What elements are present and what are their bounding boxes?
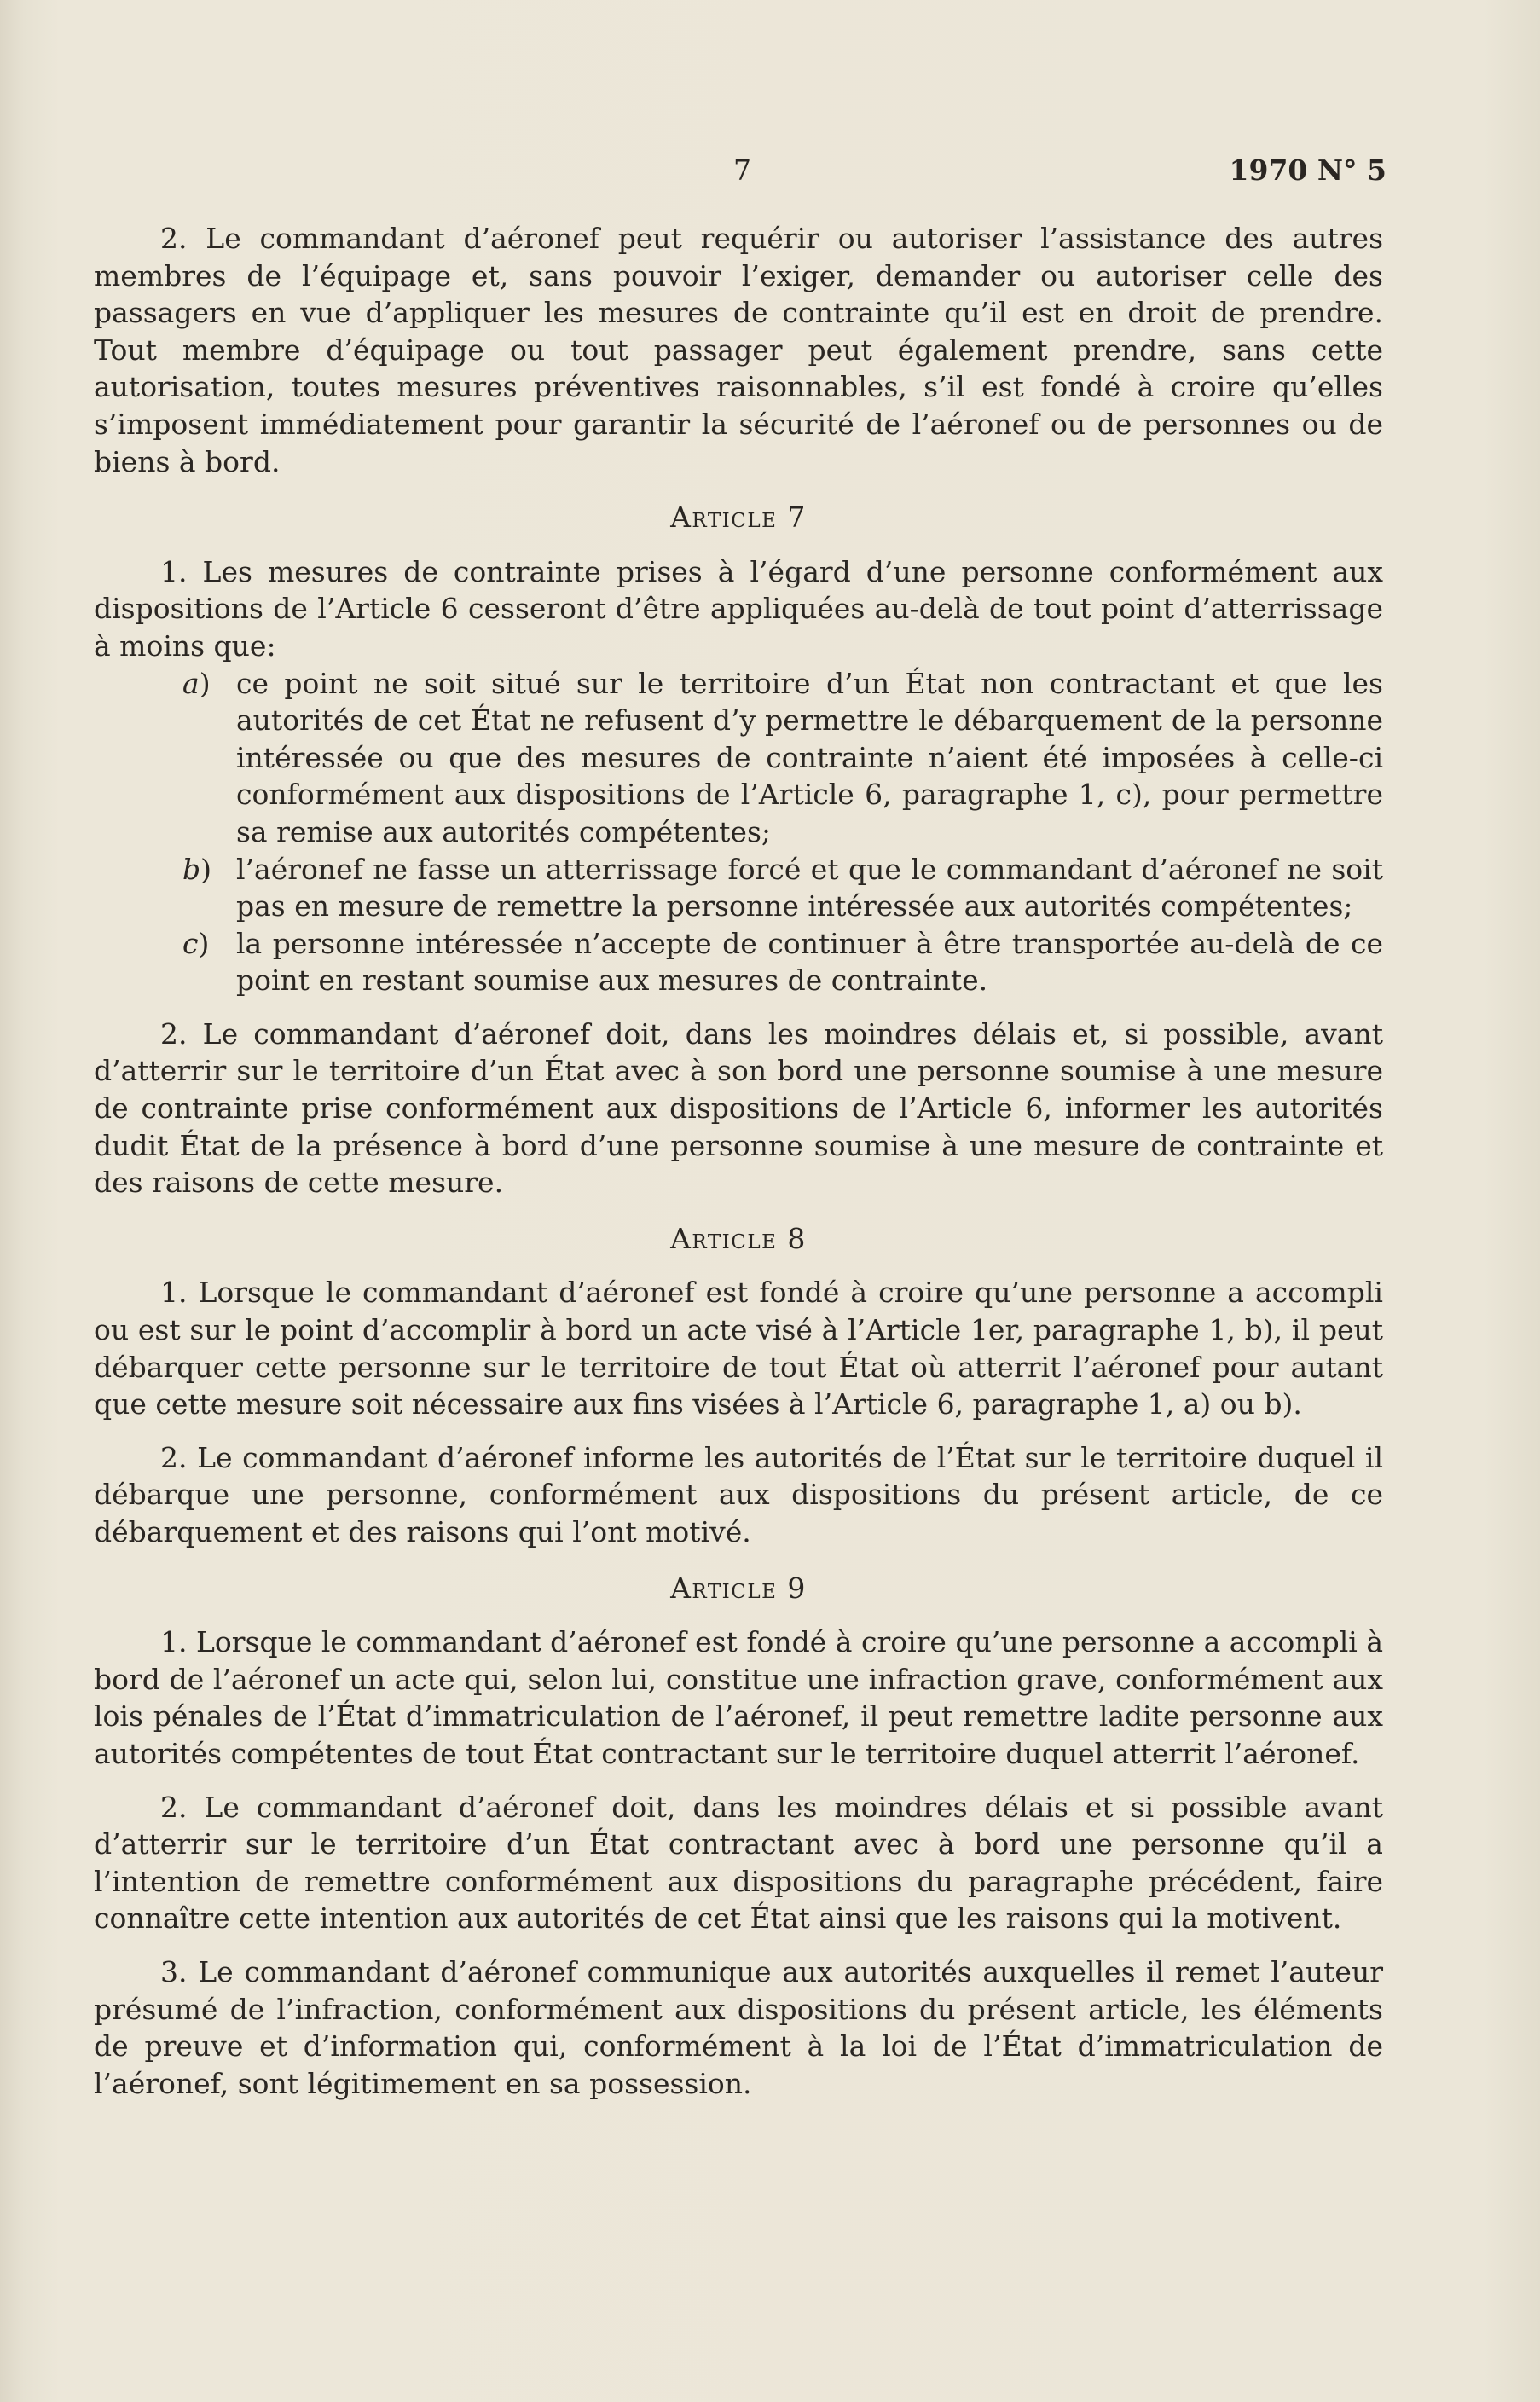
item-label: b (182, 852, 201, 886)
document-body (94, 220, 1383, 2102)
article7-paragraph-1: 1. Les mesures de contrainte prises à l’égard d’une personne conformément aux dispositions de l’Article 6 cesseront d’être appliquées au-delà de tout point d’atterrissage à moins que: (94, 554, 1383, 663)
article7-paragraph-2: 2. Le commandant d’aéronef doit, dans les moindres délais et, si possible, avant d’atterrir sur le territoire d’un État avec à son bord une personne soumise à une mesure de contrainte prise conformément aux dispositions de l’Article 6, informer les autorités dudit État de la présence à bord d’une personne soumise à une mesure de contrainte et des raisons de cette mesure. (94, 1016, 1383, 1200)
article6-paragraph-2: 2. Le commandant d’aéronef peut requérir ou autoriser l’assistance des autres membres de l’équipage et, sans pouvoir l’exiger, demander ou autoriser celle des passagers en vue d’appliquer les mesures de contrainte qu’il est en droit de prendre. Tout membre d’équipage ou tout passager peut également prendre, sans cette autorisation, toutes mesures préventives raisonnables, s’il est fondé à croire qu’elles s’imposent immédiatement pour garantir la sécurité de l’aéronef ou de personnes ou de biens à bord. (94, 222, 1383, 478)
article7-item-b: b) l’aéronef ne fasse un atterrissage forcé et que le commandant d’aéronef ne soit pas en mesure de remettre la personne intéressée aux autorités compétentes; (182, 852, 1383, 923)
page-header (94, 153, 1387, 196)
article-7-heading: Article 7 (670, 501, 807, 535)
article8-paragraph-1: 1. Lorsque le commandant d’aéronef est fondé à croire qu’une personne a accompli ou est sur le point d’accomplir à bord un acte visé à l’Article 1er, paragraphe 1, b), il peut débarquer cette personne sur le territoire de tout État où atterrit l’aéronef pour autant que cette mesure soit nécessaire aux fins visées à l’Article 6, paragraphe 1, a) ou b). (94, 1276, 1383, 1421)
article7-item-a: a) ce point ne soit situé sur le territoire d’un État non contractant et que les autorités de cet État ne refusent d’y permettre le débarquement de la personne intéressée ou que des mesures de contrainte n’aient été imposées à celle-ci conformément aux dispositions de l’Article 6, paragraphe 1, c), pour permettre sa remise aux autorités compétentes; (182, 666, 1383, 848)
article7-item-c: c) la personne intéressée n’accepte de continuer à être transportée au-delà de ce point en restant soumise aux mesures de contrainte. (182, 926, 1383, 998)
item-text: ce point ne soit situé sur le territoire d’un État non contractant et que les autorités de cet État ne refusent d’y permettre le débarquement de la personne intéressée ou que des mesures de contrainte n’aient été imposées à celle-ci conformément aux dispositions de l’Article 6, paragraphe 1, c), pour permettre sa remise aux autorités compétentes; (236, 666, 1383, 848)
article9-paragraph-2: 2. Le commandant d’aéronef doit, dans les moindres délais et si possible avant d’atterrir sur le territoire d’un État contractant avec à bord une personne qu’il a l’intention de remettre conformément aux dispositions du paragraphe précédent, faire connaître cette intention aux autorités de cet État ainsi que les raisons qui la motivent. (94, 1790, 1383, 1936)
article9-paragraph-1: 1. Lorsque le commandant d’aéronef est fondé à croire qu’une personne a accompli à bord de l’aéronef un acte qui, selon lui, constitue une infraction grave, conformément aux lois pénales de l’État d’immatriculation de l’aéronef, il peut remettre ladite personne aux autorités compétentes de tout État contractant sur le territoire duquel atterrit l’aéronef. (94, 1625, 1383, 1770)
page-number: 7 (733, 153, 751, 187)
item-label: c (182, 926, 199, 960)
article9-paragraph-3: 3. Le commandant d’aéronef communique aux autorités auxquelles il remet l’auteur présumé de l’infraction, conformément aux dispositions du présent article, les éléments de preuve et d’information qui, conformément à la loi de l’État d’immatriculation de l’aéronef, sont légitimement en sa possession. (94, 1954, 1383, 2100)
item-label: a (182, 666, 200, 700)
item-text: la personne intéressée n’accepte de continuer à être transportée au-delà de ce point en restant soumise aux mesures de contrainte. (236, 926, 1383, 998)
publication-reference: 1970 N° 5 (1229, 153, 1387, 187)
article-9-heading: Article 9 (670, 1571, 807, 1605)
item-text: l’aéronef ne fasse un atterrissage forcé et que le commandant d’aéronef ne soit pas en mesure de remettre la personne intéressée aux autorités compétentes; (236, 852, 1383, 923)
article8-paragraph-2: 2. Le commandant d’aéronef informe les autorités de l’État sur le territoire duquel il débarque une personne, conformément aux dispositions du présent article, de ce débarquement et des raisons qui l’ont motivé. (94, 1440, 1383, 1548)
article-8-heading: Article 8 (670, 1221, 807, 1255)
